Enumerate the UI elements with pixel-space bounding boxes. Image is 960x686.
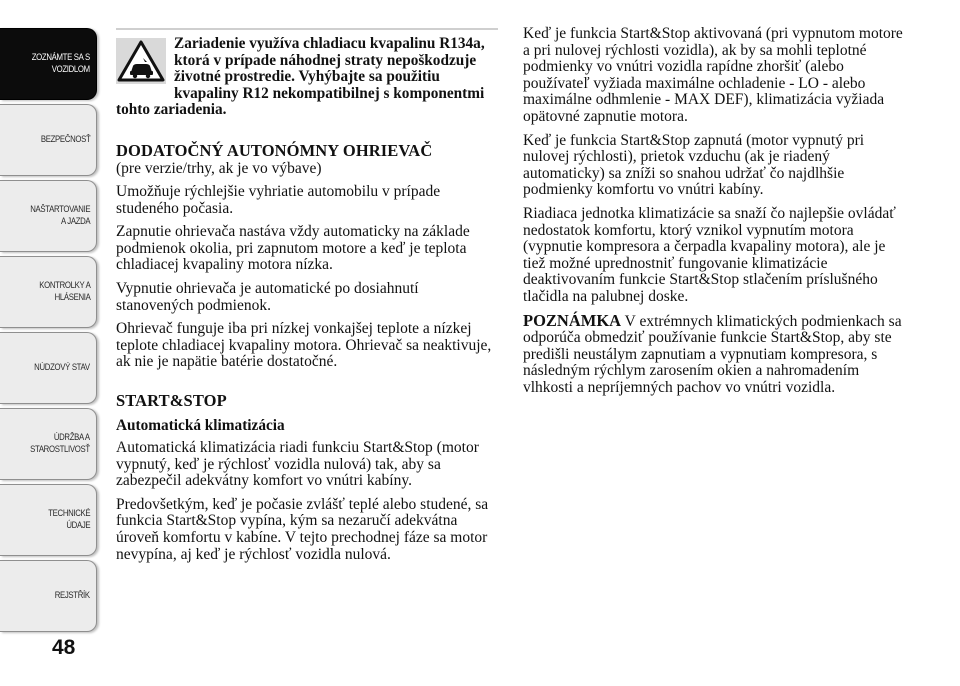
tab-label: NÚDZOVÝ STAV bbox=[34, 362, 90, 373]
start-stop-paragraph: Predovšetkým, keď je počasie zvlášť teplé alebo studené, sa funkcia Start&Stop vypína, kým sa nezaručí adekvátna úroveň komfortu v kabíne. V tejto prechodnej fáze sa motor nevypína, aj keď je rýchlosť vozidla nulová. bbox=[116, 495, 489, 563]
note-text: V extrémnych klimatických podmienkach sa odporúča obmedziť používanie funkcie Start&Stop, aby ste predišli neustálym zapnutiam a vypnutiam kompresora, s následným rýchlym zarosením okien a nahromadením vlhkosti a nepríjemných pachov vo vnútri vozidla. bbox=[523, 312, 902, 396]
heater-paragraph: Umožňuje rýchlejšie vyhriatie automobilu v prípade studeného počasia. bbox=[116, 183, 441, 217]
tab-emergency[interactable] bbox=[0, 332, 97, 404]
tab-label: BEZPEČNOSŤ bbox=[40, 134, 90, 145]
heater-heading: DODATOČNÝ AUTONÓMNY OHRIEVAČ bbox=[116, 140, 433, 160]
start-stop-paragraph: Keď je funkcia Start&Stop aktivovaná (pri vypnutom motore a pri nulovej rýchlosti vozidla), ak by sa mohli teplotné podmienky vo vnútri vozidla rapídne zhoršiť (alebo používateľ vyžiada maximálne ochladenie - LO - alebo maximálne odhmlenie - MAX DEF), klimatizácia vyžiada opätovné zapnutie motora. bbox=[523, 25, 903, 125]
tab-starting-driving[interactable] bbox=[0, 180, 97, 252]
tab-maintenance[interactable] bbox=[0, 408, 97, 480]
tab-warning-lights[interactable] bbox=[0, 256, 97, 328]
heater-paragraph: Vypnutie ohrievača je automatické po dosiahnutí stanovených podmienok. bbox=[116, 280, 419, 314]
tab-label: TECHNICKÉ ÚDAJE bbox=[47, 508, 90, 531]
start-stop-heading: START&STOP bbox=[116, 391, 227, 411]
tab-label: REJSTŘÍK bbox=[54, 590, 90, 601]
heater-subtitle: (pre verzie/trhy, ak je vo výbave) bbox=[116, 159, 322, 177]
note-label: POZNÁMKA bbox=[523, 310, 622, 330]
note-paragraph bbox=[523, 310, 908, 397]
tab-index[interactable] bbox=[0, 560, 97, 632]
start-stop-paragraph: Riadiaca jednotka klimatizácie sa snaží čo najlepšie ovládať nedostatok komfortu, ktorý vznikol vypnutím motora (vypnutie kompresora a čerpadla kvapaliny motora), ale je tiež možné uprednostniť fungovanie klimatizácie deaktivovaním funkcie Start&Stop stlačením príslušného tlačidla na palubnej doske. bbox=[523, 204, 896, 305]
tab-label: KONTROLKY A HLÁSENIA bbox=[38, 280, 90, 303]
tab-label: ÚDRŽBA A STAROSTLIVOSŤ bbox=[30, 432, 90, 455]
heater-paragraph: Ohrievač funguje iba pri nízkej vonkajšej teplote a nízkej teplote chladiacej kvapaliny motora. Ohrievač sa neaktivuje, ak nie je napätie batérie dostatočné. bbox=[116, 320, 492, 371]
right-column bbox=[523, 26, 908, 403]
heater-paragraph: Zapnutie ohrievača nastáva vždy automaticky na základe podmienok okolia, pri zapnutom motore a keď je teplota chladiacej kvapaliny motora nízka. bbox=[116, 223, 470, 274]
start-stop-paragraph: Automatická klimatizácia riadi funkciu Start&Stop (motor vypnutý, keď je rýchlosť vozidla nulová) tak, aby sa zabezpečil adekvátny komfort vo vnútri kabíny. bbox=[116, 439, 479, 490]
auto-climate-subheading: Automatická klimatizácia bbox=[116, 417, 285, 435]
tab-label: ZOZNÁMTE SA S VOZIDLOM bbox=[31, 52, 90, 75]
tab-label: NAŠTARTOVANIE A JAZDA bbox=[29, 204, 90, 227]
tab-vehicle[interactable] bbox=[0, 28, 97, 100]
page-number: 48 bbox=[52, 636, 76, 659]
tab-technical-data[interactable] bbox=[0, 484, 97, 556]
warning-text: Zariadenie využíva chladiacu kvapalinu R134a, ktorá v prípade náhodnej straty nepoškodzuje životné prostredie. Vyhýbajte sa použitiu kvapaliny R12 nekompatibilnej s komponentmi tohto zariadenia. bbox=[116, 35, 485, 118]
divider bbox=[116, 28, 498, 30]
tab-safety[interactable] bbox=[0, 104, 97, 176]
left-column bbox=[116, 28, 498, 570]
warning-box bbox=[116, 36, 498, 119]
warning-triangle-car-icon bbox=[116, 38, 166, 84]
start-stop-paragraph: Keď je funkcia Start&Stop zapnutá (motor vypnutý pri nulovej rýchlosti), prietok vzduchu (ak je riadený automaticky) sa zníži so snahou udržať čo najdlhšie podmienky komfortu vo vnútri kabíny. bbox=[523, 131, 865, 199]
